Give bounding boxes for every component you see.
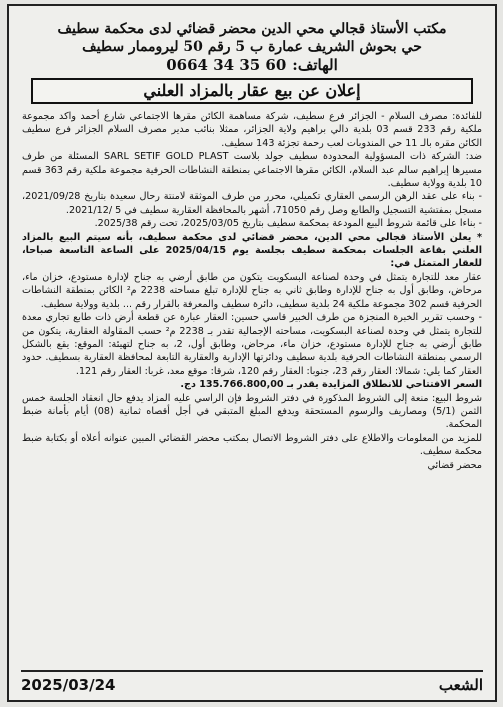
office-name: مكتب الأستاذ قجالي محي الدين محضر قضائي لدى محكمة سطيف <box>57 21 447 37</box>
phone-label: الهاتف: <box>292 56 338 74</box>
office-header <box>9 6 495 74</box>
paragraph-property: عقار معد للتجارة يتمثل في وحدة لصناعة البسكويت يتكون من طابق أرضي به جناح لإدارة مستودع، خزان ماء، مرحاض، وطابق أول به جناح للإدارة وطابق ثاني به جناح للإدارة تبلغ مساحته 2238 م² الكائن بمنطقة النشاطات الحرفية قسم 302 مجموعة ملكية 24 بلدية سطيف، دائرة سطيف والمعرفة بالقرار رقم ... بلدية وولاية سطيف. <box>22 271 482 310</box>
announcement-page <box>7 4 497 702</box>
announcement-body <box>9 110 495 459</box>
signature-title: محضر قضائي <box>427 459 482 471</box>
newspaper-name: الشعب <box>438 676 483 694</box>
paragraph-mortgage: - بناء على عقد الرهن الرسمي العقاري تكميلي، محرر من طرف الموثقة لامنتة رحال سعيدة بتاريخ 2021/09/28، مسجل بمفتشية التسجيل والطابع وصل رقم 71050، أشهر بالمحافظة العقارية سطيف في 5 /2021/12. <box>22 191 482 216</box>
paragraph-opening-price: السعر الافتتاحي للانطلاق المزايدة يقدر بـ 135.766.800,00 دج. <box>180 379 482 391</box>
paragraph-against: ضد: الشركة ذات المسؤولية المحدودة سطيف جولد بلاست SARL SETIF GOLD PLAST المسئلة من طرف مسيرها إبراهيم سالم عبد السلام، الكائن مقرها الاجتماعي بمنطقة النشاطات الحرفية مجموعة ملكية رقم 363 قسم 10 بلدية وولاية سطيف. <box>22 151 483 190</box>
announcement-title: إعلان عن بيع عقار بالمزاد العلني <box>31 78 473 104</box>
paragraph-beneficiary: للفائدة: مصرف السلام - الجزائر فرع سطيف، شركة مساهمة الكائن مقرها الاجتماعي شارع أحمد واكد مجموعة ملكية رقم 233 قسم 03 بلدية دالي براهيم ولاية الجزائر، ممثلا بنائب مدير مصرف السلام الجزائر فرع سطيف الكائن مقره بالـ 11 حي المندوبات لعب رحمة تجزئة 143 سطيف. <box>22 111 482 149</box>
paragraph-expert-report: - وحسب تقرير الخبرة المنجزة من طرف الخبير قاسي حسين: العقار عبارة عن قطعة أرض ذات طابع تجاري معدة للتجارة يتمثل في وحدة لصناعة البسكويت، مساحته الإجمالية تقدر بـ 2238 م² حسب المقاولة العقارية، يتكون من طابق أرضي به جناح للإدارة مستودع، خزان ماء، مرحاض، وطابق أول، 2، به جناح لتهيئة: الموقع: يقع بالشكل الرسمي بمنطقة النشاطات الحرفية بلدية سطيف ودائرتها الإدارية والعقارية التابعة لمحافظة العقارية بسطيف. حدود العقار كما يلي: شمالا: العقار رقم 23، جنوبا: العقار رقم 120، شرقا: موقع معد، غربا: العقار رقم 121. <box>22 312 483 377</box>
paragraph-sale-terms: شروط البيع: منعة إلى الشروط المذكورة في دفتر الشروط فإن الراسي عليه المزاد يدفع حال انعقاد الجلسة خمس الثمن (5/1) ومصاريف والرسوم المستحقة ويدفع المبلغ المتبقي في أجل أقصاه ثمانية (08) أيام بأمانة ضبط المحكمة. <box>22 392 482 431</box>
page-footer <box>21 670 483 694</box>
office-address: حي بحوش الشريف عمارة ب 5 رقم 50 ليروممار سطيف <box>82 39 422 55</box>
paragraph-auction-notice: * يعلن الأستاذ قجالي محي الدين، محضر قضائي لدى محكمة سطيف، بأنه سيتم البيع بالمزاد العلني بقاعة الجلسات بمحكمة سطيف بجلسة يوم 2025/04/15 على الساعة التاسعة صباحا، للعقار المتمثل في: <box>22 231 482 270</box>
paragraph-contact: للمزيد من المعلومات والاطلاع على دفتر الشروط الاتصال بمكتب محضر القضائي المبين عنوانه أعلاه أو بكتابة ضبط محكمة سطيف. <box>22 432 482 458</box>
signature-block <box>9 459 495 472</box>
phone-number: 0664 34 35 60 <box>166 56 287 74</box>
publication-date: 2025/03/24 <box>21 676 116 694</box>
office-phone <box>9 56 495 74</box>
paragraph-conditions-list: - بناءا على قائمة شروط البيع المودعة بمحكمة سطيف بتاريخ 2025/03/05، تحت رقم 2025/38. <box>94 218 482 230</box>
